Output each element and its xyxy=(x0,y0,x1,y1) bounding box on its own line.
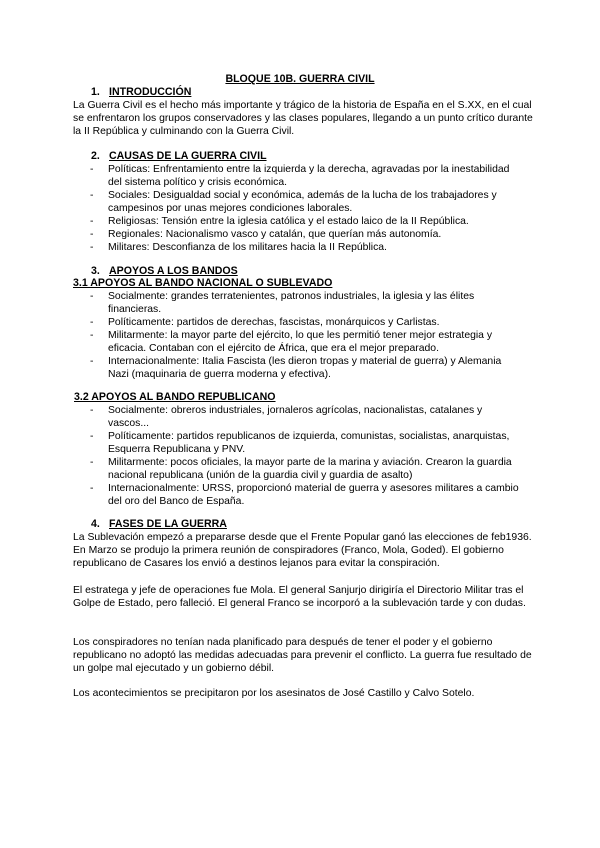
list-item: - Internacionalmente: Italia Fascista (les dieron tropas y material de guerra) y Alemania Nazi (maquinaria de guerra moderna y efectiva). xyxy=(90,355,520,381)
subsection-heading-nacional: 3.1 APOYOS AL BANDO NACIONAL O SUBLEVADO xyxy=(73,277,333,289)
section-title: CAUSAS DE LA GUERRA CIVIL xyxy=(109,150,267,162)
list-item: - Regionales: Nacionalismo vasco y catalán, que querían más autonomía. xyxy=(90,228,520,241)
fases-paragraph-4: Los acontecimientos se precipitaron por los asesinatos de José Castillo y Calvo Sotelo. xyxy=(73,688,475,699)
list-item: - Sociales: Desigualdad social y económica, además de la lucha de los trabajadores y campesinos por unas mejores condiciones laborales. xyxy=(90,189,520,215)
fases-paragraph-3: Los conspiradores no tenían nada planificado para después de tener el poder y el gobierno republicano no adoptó las medidas adecuadas para prevenir el conflicto. La guerra fue resultado de un golpe mal ejecutado y un gobierno débil. xyxy=(73,637,532,674)
section-number: 3. xyxy=(91,265,100,277)
list-item: - Políticas: Enfrentamiento entre la izquierda y la derecha, agravadas por la inestabilidad del sistema político y crisis económica. xyxy=(90,163,520,189)
fases-paragraph-2: El estratega y jefe de operaciones fue Mola. El general Sanjurjo dirigiría el Directorio Militar tras el Golpe de Estado, pero falleció. El general Franco se incorporó a la sublevación tarde y con dudas. xyxy=(73,585,526,609)
list-item: - Militarmente: la mayor parte del ejército, lo que les permitió tener mejor estrategia y eficacia. Contaban con el ejército de África, que era el mejor preparado. xyxy=(90,329,520,355)
list-item: - Religiosas: Tensión entre la iglesia católica y el estado laico de la II República. xyxy=(90,215,520,228)
nacional-list xyxy=(90,290,520,381)
list-item: - Políticamente: partidos republicanos de izquierda, comunistas, socialistas, anarquistas, Esquerra Republicana y PNV. xyxy=(90,430,520,456)
list-item: - Militares: Desconfianza de los militares hacia la II República. xyxy=(90,241,520,254)
section-title: APOYOS A LOS BANDOS xyxy=(109,265,238,277)
section-heading-intro xyxy=(91,86,191,99)
document-title: BLOQUE 10B. GUERRA CIVIL xyxy=(225,73,375,85)
section-number: 1. xyxy=(91,86,100,98)
section-heading-fases xyxy=(91,518,227,531)
fases-paragraph-1: La Sublevación empezó a prepararse desde que el Frente Popular ganó las elecciones de feb1936. En Marzo se produjo la primera reunión de conspiradores (Franco, Mola, Goded). El gobierno republicano de Casares los envió a destinos lejanos para evitar la conspiración. xyxy=(73,532,532,569)
section-number: 2. xyxy=(91,150,100,162)
list-item: - Internacionalmente: URSS, proporcionó material de guerra y asesores militares a cambio del oro del Banco de España. xyxy=(90,482,520,508)
list-item: - Políticamente: partidos de derechas, fascistas, monárquicos y Carlistas. xyxy=(90,316,520,329)
republicano-list xyxy=(90,404,520,508)
list-item: - Socialmente: obreros industriales, jornaleros agrícolas, nacionalistas, catalanes y vascos... xyxy=(90,404,520,430)
list-item: - Socialmente: grandes terratenientes, patronos industriales, la iglesia y las élites financieras. xyxy=(90,290,520,316)
causas-list xyxy=(90,163,520,254)
section-heading-causas xyxy=(91,150,267,163)
subsection-heading-republicano: 3.2 APOYOS AL BANDO REPUBLICANO xyxy=(74,391,276,403)
section-title: FASES DE LA GUERRA xyxy=(109,518,227,530)
section-number: 4. xyxy=(91,518,100,530)
list-item: - Militarmente: pocos oficiales, la mayor parte de la marina y aviación. Crearon la guardia nacional republicana (unión de la guardia civil y guardia de asalto) xyxy=(90,456,520,482)
section-title: INTRODUCCIÓN xyxy=(109,86,192,98)
intro-paragraph: La Guerra Civil es el hecho más importante y trágico de la historia de España en el S.XX, en el cual se enfrentaron los grupos conservadores y las clases populares, llegando a un punto crítico durante la II República y culminando con la Guerra Civil. xyxy=(73,100,533,137)
